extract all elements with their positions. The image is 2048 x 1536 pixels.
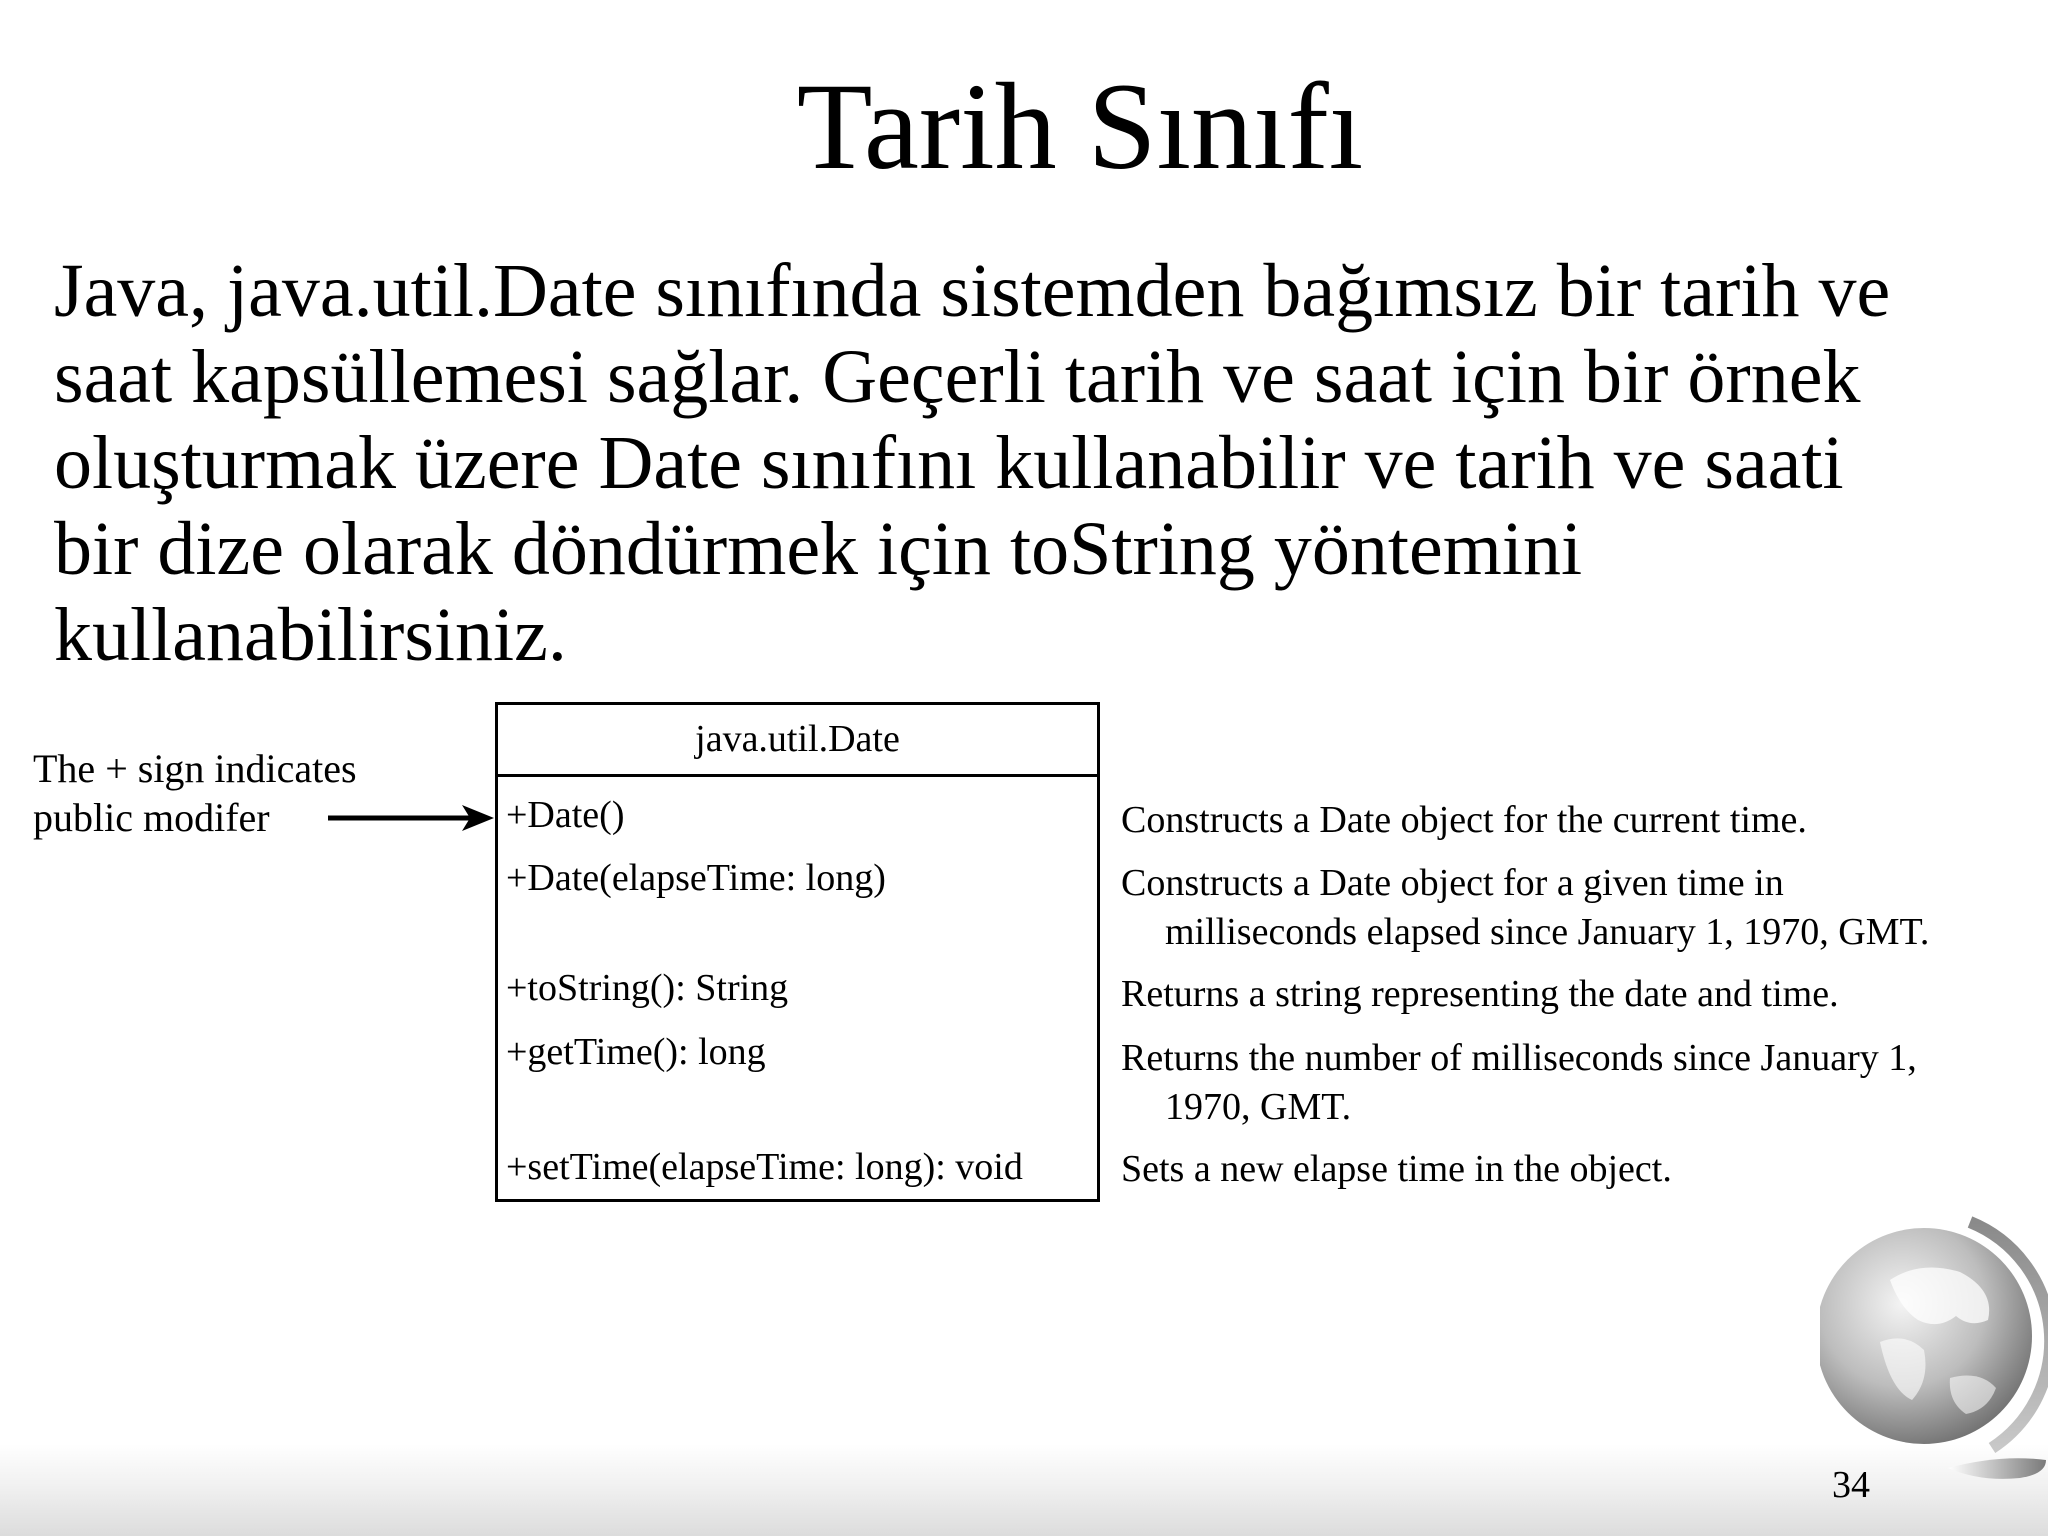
- globe-icon: [1820, 1210, 2048, 1490]
- method-description: [1121, 970, 1839, 1019]
- method-description: [1121, 1145, 1672, 1194]
- method-description: [1121, 859, 1929, 957]
- uml-method: +toString(): String: [506, 967, 789, 1009]
- uml-method: +getTime(): long: [506, 1031, 766, 1073]
- note-line: public modifer: [33, 795, 270, 840]
- uml-class-name: java.util.Date: [498, 705, 1097, 777]
- uml-method: +Date(elapseTime: long): [506, 857, 886, 899]
- description-line: Sets a new elapse time in the object.: [1121, 1148, 1672, 1190]
- description-line: milliseconds elapsed since January 1, 1970, GMT.: [1165, 911, 1930, 953]
- bottom-shade: [0, 1444, 2048, 1536]
- uml-method: +Date(): [506, 794, 625, 836]
- public-modifier-note: [33, 744, 357, 842]
- uml-class-box: [495, 702, 1100, 1202]
- body-line: Java, java.util.Date sınıfında sistemden bağımsız bir tarih ve: [54, 249, 1891, 333]
- description-line: 1970, GMT.: [1165, 1086, 1352, 1128]
- body-line: oluşturmak üzere Date sınıfını kullanabilir ve tarih ve saati: [54, 421, 1844, 505]
- description-line: Constructs a Date object for a given time in: [1121, 862, 1784, 904]
- page-number: 34: [1832, 1464, 1870, 1506]
- note-line: The + sign indicates: [33, 746, 357, 791]
- body-line: kullanabilirsiniz.: [54, 593, 567, 677]
- arrow-right-icon: [326, 796, 496, 840]
- body-line: saat kapsüllemesi sağlar. Geçerli tarih ve saat için bir örnek: [54, 335, 1861, 419]
- description-line: Returns the number of milliseconds since January 1,: [1121, 1037, 1917, 1079]
- description-line: Constructs a Date object for the current time.: [1121, 799, 1807, 841]
- body-paragraph: [54, 248, 2014, 678]
- description-line: Returns a string representing the date and time.: [1121, 973, 1839, 1015]
- method-description: [1121, 796, 1807, 845]
- method-description: [1121, 1034, 1917, 1132]
- body-line: bir dize olarak döndürmek için toString yöntemini: [54, 507, 1583, 591]
- slide-title: Tarih Sınıfı: [796, 58, 1364, 195]
- uml-method: +setTime(elapseTime: long): void: [506, 1146, 1023, 1188]
